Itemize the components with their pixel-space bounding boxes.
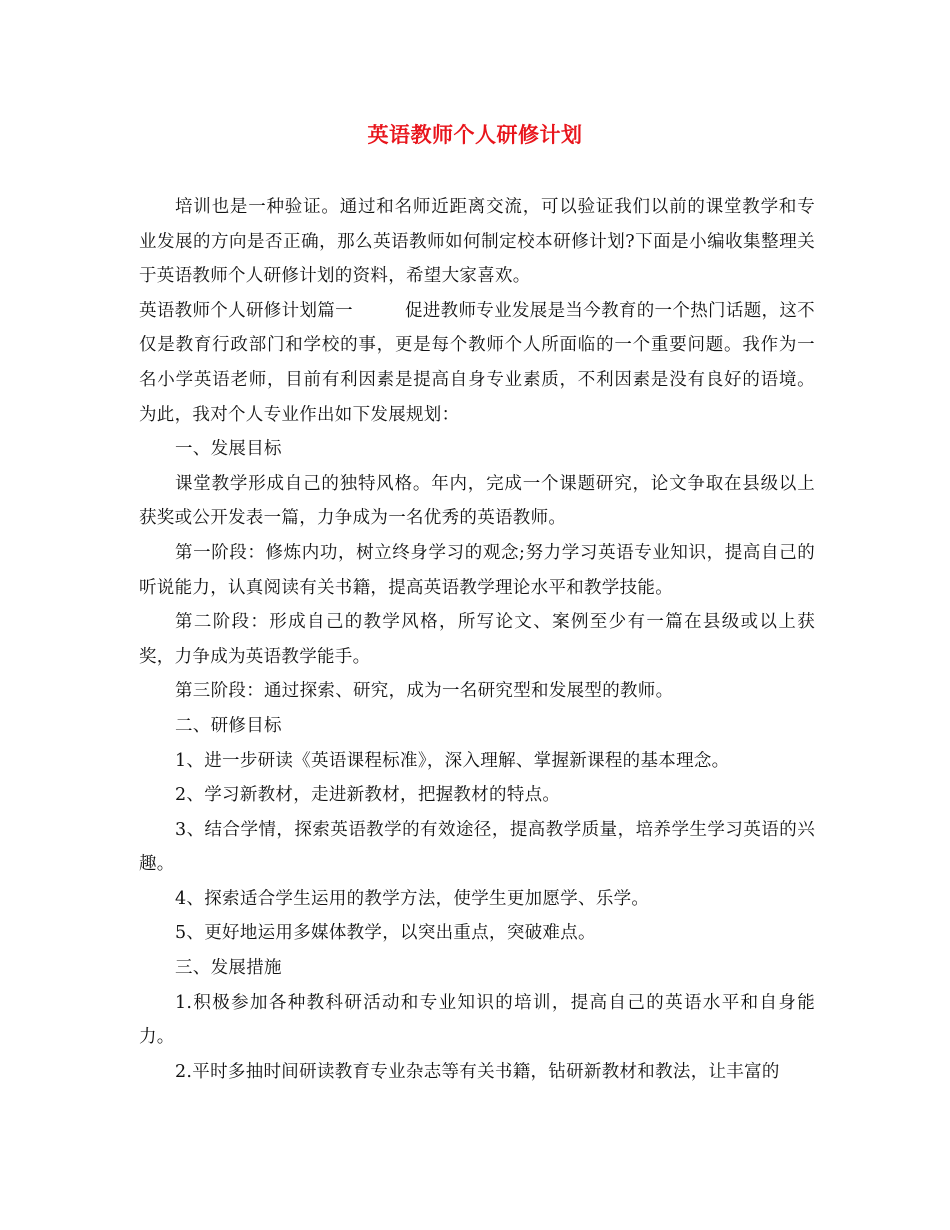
- document-body: [139, 190, 815, 1089]
- stage-3-paragraph: 第三阶段：通过探索、研究，成为一名研究型和发展型的教师。: [175, 681, 674, 702]
- section-label: 英语教师个人研修计划篇一: [139, 300, 353, 321]
- stage-2-paragraph: 第二阶段：形成自己的教学风格，所写论文、案例至少有一篇在县级或以上获奖，力争成为英语教学能手。: [139, 612, 815, 667]
- measure-1: 1.积极参加各种教科研活动和专业知识的培训，提高自己的英语水平和自身能力。: [139, 992, 815, 1048]
- training-item-5: 5、更好地运用多媒体教学，以突出重点，突破难点。: [175, 923, 596, 944]
- heading-development-goals: 一、发展目标: [175, 439, 282, 460]
- training-item-1: 1、进一步研读《英语课程标准》，深入理解、掌握新课程的基本理念。: [175, 750, 730, 771]
- measure-2: 2.平时多抽时间研读教育专业杂志等有关书籍，钻研新教材和教法，让丰富的: [175, 1061, 780, 1082]
- section-text: 促进教师专业发展是当今教育的一个热门话题，这不仅是教育行政部门和学校的事，更是每个教师个人所面临的一个重要问题。我作为一名小学英语老师，目前有利因素是提高自身专业素质，不利因素是没有良好的语境。为此，我对个人专业作出如下发展规划：: [139, 300, 815, 425]
- goal-paragraph: 课堂教学形成自己的独特风格。年内，完成一个课题研究，论文争取在县级以上获奖或公开发表一篇，力争成为一名优秀的英语教师。: [139, 473, 815, 529]
- training-item-3: 3、结合学情，探索英语教学的有效途径，提高教学质量，培养学生学习英语的兴趣。: [139, 819, 815, 875]
- section-paragraph: [139, 294, 815, 432]
- training-item-4: 4、探索适合学生运用的教学方法，使学生更加愿学、乐学。: [175, 888, 650, 909]
- heading-measures: 三、发展措施: [175, 958, 282, 979]
- intro-paragraph: 培训也是一种验证。通过和名师近距离交流，可以验证我们以前的课堂教学和专业发展的方向是否正确，那么英语教师如何制定校本研修计划?下面是小编收集整理关于英语教师个人研修计划的资料，希望大家喜欢。: [139, 197, 815, 287]
- stage-1-paragraph: 第一阶段：修炼内功，树立终身学习的观念;努力学习英语专业知识，提高自己的听说能力，认真阅读有关书籍，提高英语教学理论水平和教学技能。: [139, 542, 815, 598]
- document-title: 英语教师个人研修计划: [367, 122, 583, 147]
- heading-training-goals: 二、研修目标: [175, 715, 282, 736]
- training-item-2: 2、学习新教材，走进新教材，把握教材的特点。: [175, 785, 561, 806]
